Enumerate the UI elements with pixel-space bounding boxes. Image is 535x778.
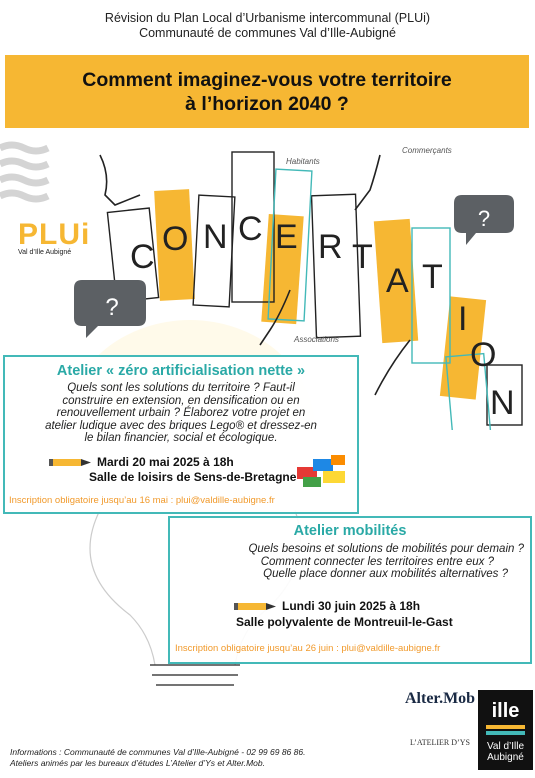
letter-t2: T [422,258,443,296]
letter-o2: O [470,336,497,374]
label-commercants: Commerçants [402,146,452,155]
atelier-mobilites-inscription: Inscription obligatoire jusqu’au 26 juin : plui@valdille-aubigne.fr [175,643,441,654]
atelier-zan-box [3,355,359,514]
atelier-mobilites-place: Salle polyvalente de Montreuil-le-Gast [236,615,453,629]
label-habitants: Habitants [286,157,320,166]
atelier-mobilites-date: Lundi 30 juin 2025 à 18h [282,599,421,613]
valdille-logo: ille Val d’Ille Aubigné [478,690,533,770]
letter-n2: N [490,384,515,422]
letter-i: I [458,300,468,338]
letter-r: R [318,228,343,266]
speech-bubble-icon-right [454,195,514,245]
atelier-zan-date: Mardi 20 mai 2025 à 18h [97,455,234,469]
atelier-mobilites-box [168,516,532,664]
svg-text:?: ? [105,294,119,321]
banner-title-line-1: Comment imaginez-vous votre territoire [82,68,452,91]
letter-t1: T [352,238,373,276]
plui-logo-text: PLUi [18,218,91,251]
lego-bricks-image [293,449,353,491]
header-line-1: Révision du Plan Local d’Urbanisme intercommunal (PLUi) [104,11,431,25]
atelier-zan-place: Salle de loisirs de Sens-de-Bretagne [89,470,297,484]
speech-bubble-icon-left [74,280,146,338]
atelier-ys-logo: L’ATELIER D’YS [410,738,470,747]
atelier-mobilites-title: Atelier mobilités [293,523,407,539]
plui-logo-subtitle: Val d’Ille Aubigné [18,249,72,256]
svg-text:?: ? [477,206,491,231]
header-line-2: Communauté de communes Val d’Ille-Aubigné [139,26,396,40]
plui-logo [18,218,90,256]
label-associations: Associations [294,335,339,344]
banner-title-line-2: à l’horizon 2040 ? [185,92,349,115]
footer-info: Informations : Communauté de communes Val d’Ille-Aubigné - 02 99 69 86 86. Ateliers animés par les bureaux d’études L’Atelier d’Ys et Alter.Mob. [10,747,306,768]
letter-e: E [275,218,298,256]
atelier-zan-inscription: Inscription obligatoire jusqu’au 16 mai : plui@valdille-aubigne.fr [9,495,275,506]
atelier-zan-description: Quels sont les solutions du territoire ? Faut-il construire en extension, en densification ou en renouvellement urbain ? Élaborez votre projet en atelier ludique avec des briques Lego® et dressez-en le bilan financier, social et écologique. [45,382,317,444]
letter-n1: N [203,218,228,256]
altermob-logo: Alter.Mob [405,690,476,707]
pencil-icon [49,458,91,467]
title-banner [5,55,529,128]
letter-a: A [386,262,409,300]
pencil-icon [234,602,276,611]
letter-o1: O [162,220,189,258]
letter-c2: C [238,210,263,248]
atelier-mobilites-description: Quels besoins et solutions de mobilités pour demain ? Comment connecter les territoires entre eux ? Quelle place donner aux mobilités alternatives ? [248,543,524,580]
atelier-zan-title: Atelier « zéro artificialisation nette » [56,363,306,379]
waves-decoration [0,145,48,199]
letter-c1: C [130,238,155,276]
